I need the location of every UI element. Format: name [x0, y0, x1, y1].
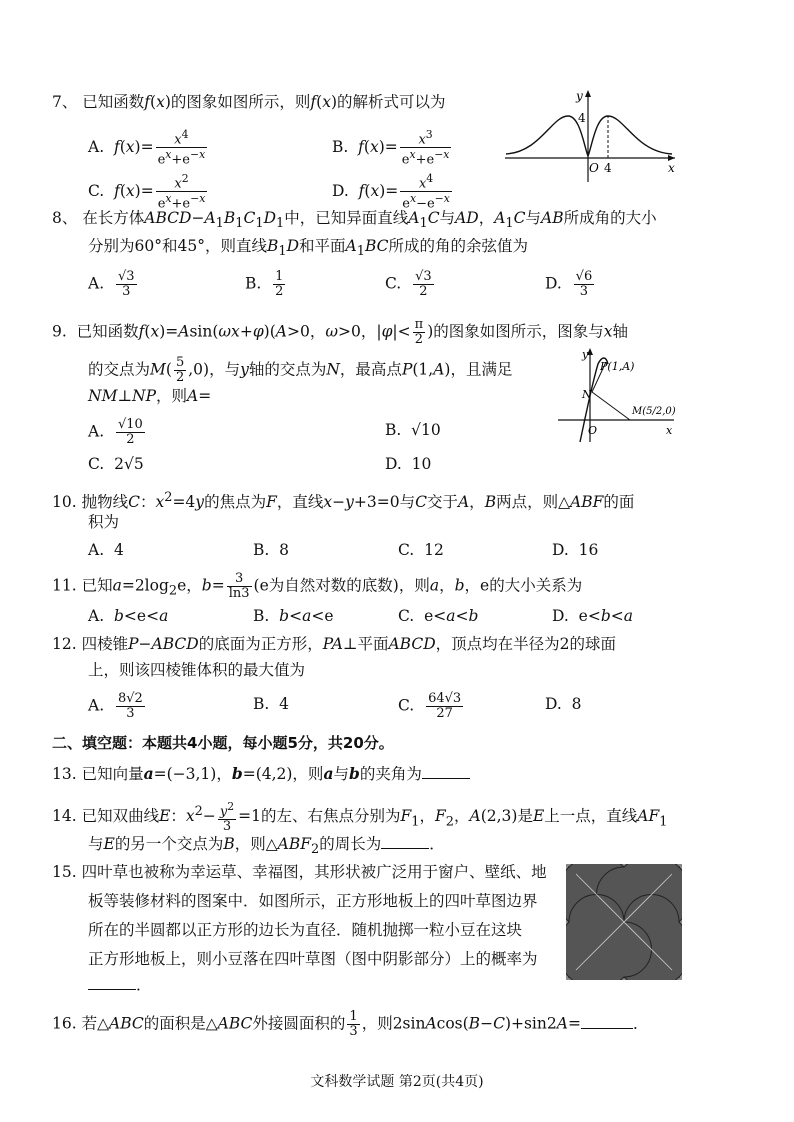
q15-blank — [88, 975, 136, 990]
q7-y-label: y — [576, 89, 583, 103]
q9-m-label: M(5/2,0) — [632, 406, 676, 417]
q7-option-c: C. f(x)= $\frac{x^2}{e^x+e^{-x}}$ — [88, 172, 206, 212]
q9-y-label: y — [582, 348, 589, 361]
q15-line4: 正方形地板上，则小豆落在四叶草图（图中阴影部分）上的概率为 — [88, 950, 538, 968]
q15-line1: 15. 四叶草也被称为幸运草、幸福图，其形状被广泛用于窗户、壁纸、地 — [52, 863, 547, 881]
q9-n-label: N — [582, 388, 592, 401]
q7-option-d: D. f(x)= $\frac{x^4}{e^x-e^{-x}}$ — [332, 172, 450, 212]
q8-option-a: A. $\frac{√3}{3}$ — [88, 269, 135, 299]
q11-option-d: D. e<b<a — [552, 607, 634, 625]
q12-option-c: C. $\frac{64√3}{27}$ — [398, 691, 462, 721]
q12-line2: 上，则该四棱锥体积的最大值为 — [88, 661, 306, 679]
q9-origin: O — [588, 424, 598, 437]
q14-line2: 与E的另一个交点为B，则$\triangle ABF_2$的周长为 ． — [88, 835, 445, 858]
q7-graph — [500, 86, 680, 186]
q9-line2: 的交点为M( $\frac{5}{2}$ ,0)，与y轴的交点为N，最高点P(1,A)，且满足 — [88, 355, 513, 385]
q7-tick-x: 4 — [604, 161, 612, 175]
q11-option-b: B. b<a<e — [253, 607, 334, 625]
q9-x-label: x — [666, 424, 673, 437]
q10-line2: 积为 — [88, 513, 120, 531]
q10-line1: 10. 抛物线C：$x^2=4y$的焦点为F，直线x−y+3=0与C交于A，B两点，则△ABF的面 — [52, 490, 635, 512]
q9-option-c: C. 2√5 — [88, 455, 144, 473]
q15-line2: 板等装修材料的图案中．如图所示，正方形地板上的四叶草图边界 — [88, 892, 538, 910]
section-2-heading: 二、填空题：本题共4小题，每小题5分，共20分。 — [52, 734, 394, 752]
q8-option-d: D. $\frac{√6}{3}$ — [545, 269, 593, 299]
q11-option-a: A. b<e<a — [88, 607, 169, 625]
q12-option-a: A. $\frac{8√2}{3}$ — [88, 691, 143, 721]
q7-origin: O — [589, 161, 599, 175]
q12-option-d: D. 8 — [545, 695, 582, 713]
q11-line1: 11. 已知$a=2\log_2e$，b= $\frac{3}{\ln 3}$ (e为自然对数的底数)，则a，b，e的大小关系为 — [52, 571, 583, 601]
q8-option-c: C. $\frac{√3}{2}$ — [385, 269, 432, 299]
q10-option-b: B. 8 — [253, 541, 290, 559]
page-footer: 文科数学试题 第2页(共4页) — [310, 1074, 484, 1090]
q7-option-a: A. f(x)= $\frac{x^4}{e^x+e^{-x}}$ — [88, 128, 206, 168]
q9-p-label: P(1,A) — [600, 360, 635, 373]
q13: 13. 已知向量a=(−3,1)，b=(4,2)，则a与b的夹角为 — [52, 764, 470, 784]
q11-option-c: C. e<a<b — [398, 607, 479, 625]
q13-blank — [422, 764, 470, 779]
q12-line1: 12. 四棱锥P−ABCD的底面为正方形，PA⊥平面ABCD，顶点均在半径为2的球面 — [52, 635, 617, 653]
q9-option-a: A. $\frac{√10}{2}$ — [88, 417, 143, 447]
q14-line1: 14. 已知双曲线E：$x^2-$ $\frac{y^2}{3}$ =1的左、右焦点分别为$F_1$，$F_2$，A(2,3)是E上一点，直线$AF_1$ — [52, 800, 668, 835]
q8-line2: 分别为60°和45°，则直线$B_1D$和平面$A_1BC$所成的角的余弦值为 — [88, 237, 528, 260]
q7-x-label: x — [668, 161, 675, 175]
q9-line1: 9. 已知函数f(x)=Asin(ωx+φ)(A>0，ω>0，|φ|< $\frac{\pi}{2}$ )的图象如图所示，图象与x轴 — [52, 317, 629, 347]
q16: 16. 若△ABC的面积是△ABC外接圆面积的 $\frac{1}{3}$ ，则2sinAcos(B−C)+sin2A= ． — [52, 1009, 649, 1039]
q9-option-d: D. 10 — [385, 455, 432, 473]
q10-option-c: C. 12 — [398, 541, 444, 559]
q9-line3: NM⊥NP，则A= — [88, 387, 212, 405]
q15-line3: 所在的半圆都以正方形的边长为直径．随机抛掷一粒小豆在这块 — [88, 921, 523, 939]
q8-line1: 8、 在长方体$ABCD-A_1B_1C_1D_1$中，已知异面直线$A_1C$与AD，$A_1C$与AB所成角的大小 — [52, 209, 657, 232]
q7-curve — [506, 116, 672, 156]
q8-option-b: B. $\frac{1}{2}$ — [245, 269, 284, 299]
q7-option-b: B. f(x)= $\frac{x^3}{e^x+e^{-x}}$ — [332, 128, 450, 168]
q14-blank — [381, 834, 429, 849]
q15-blank-line: ． — [88, 975, 152, 995]
q10-option-d: D. 16 — [552, 541, 599, 559]
q9-graph — [552, 344, 682, 444]
q7-stem: 7、 已知函数f(x)的图象如图所示，则f(x)的解析式可以为 — [52, 93, 446, 111]
q10-option-a: A. 4 — [88, 541, 124, 559]
q15-clover-figure — [566, 864, 682, 980]
q12-option-b: B. 4 — [253, 695, 290, 713]
q16-blank — [581, 1014, 633, 1029]
q9-option-b: B. √10 — [385, 421, 441, 439]
q7-tick-y: 4 — [578, 111, 586, 125]
